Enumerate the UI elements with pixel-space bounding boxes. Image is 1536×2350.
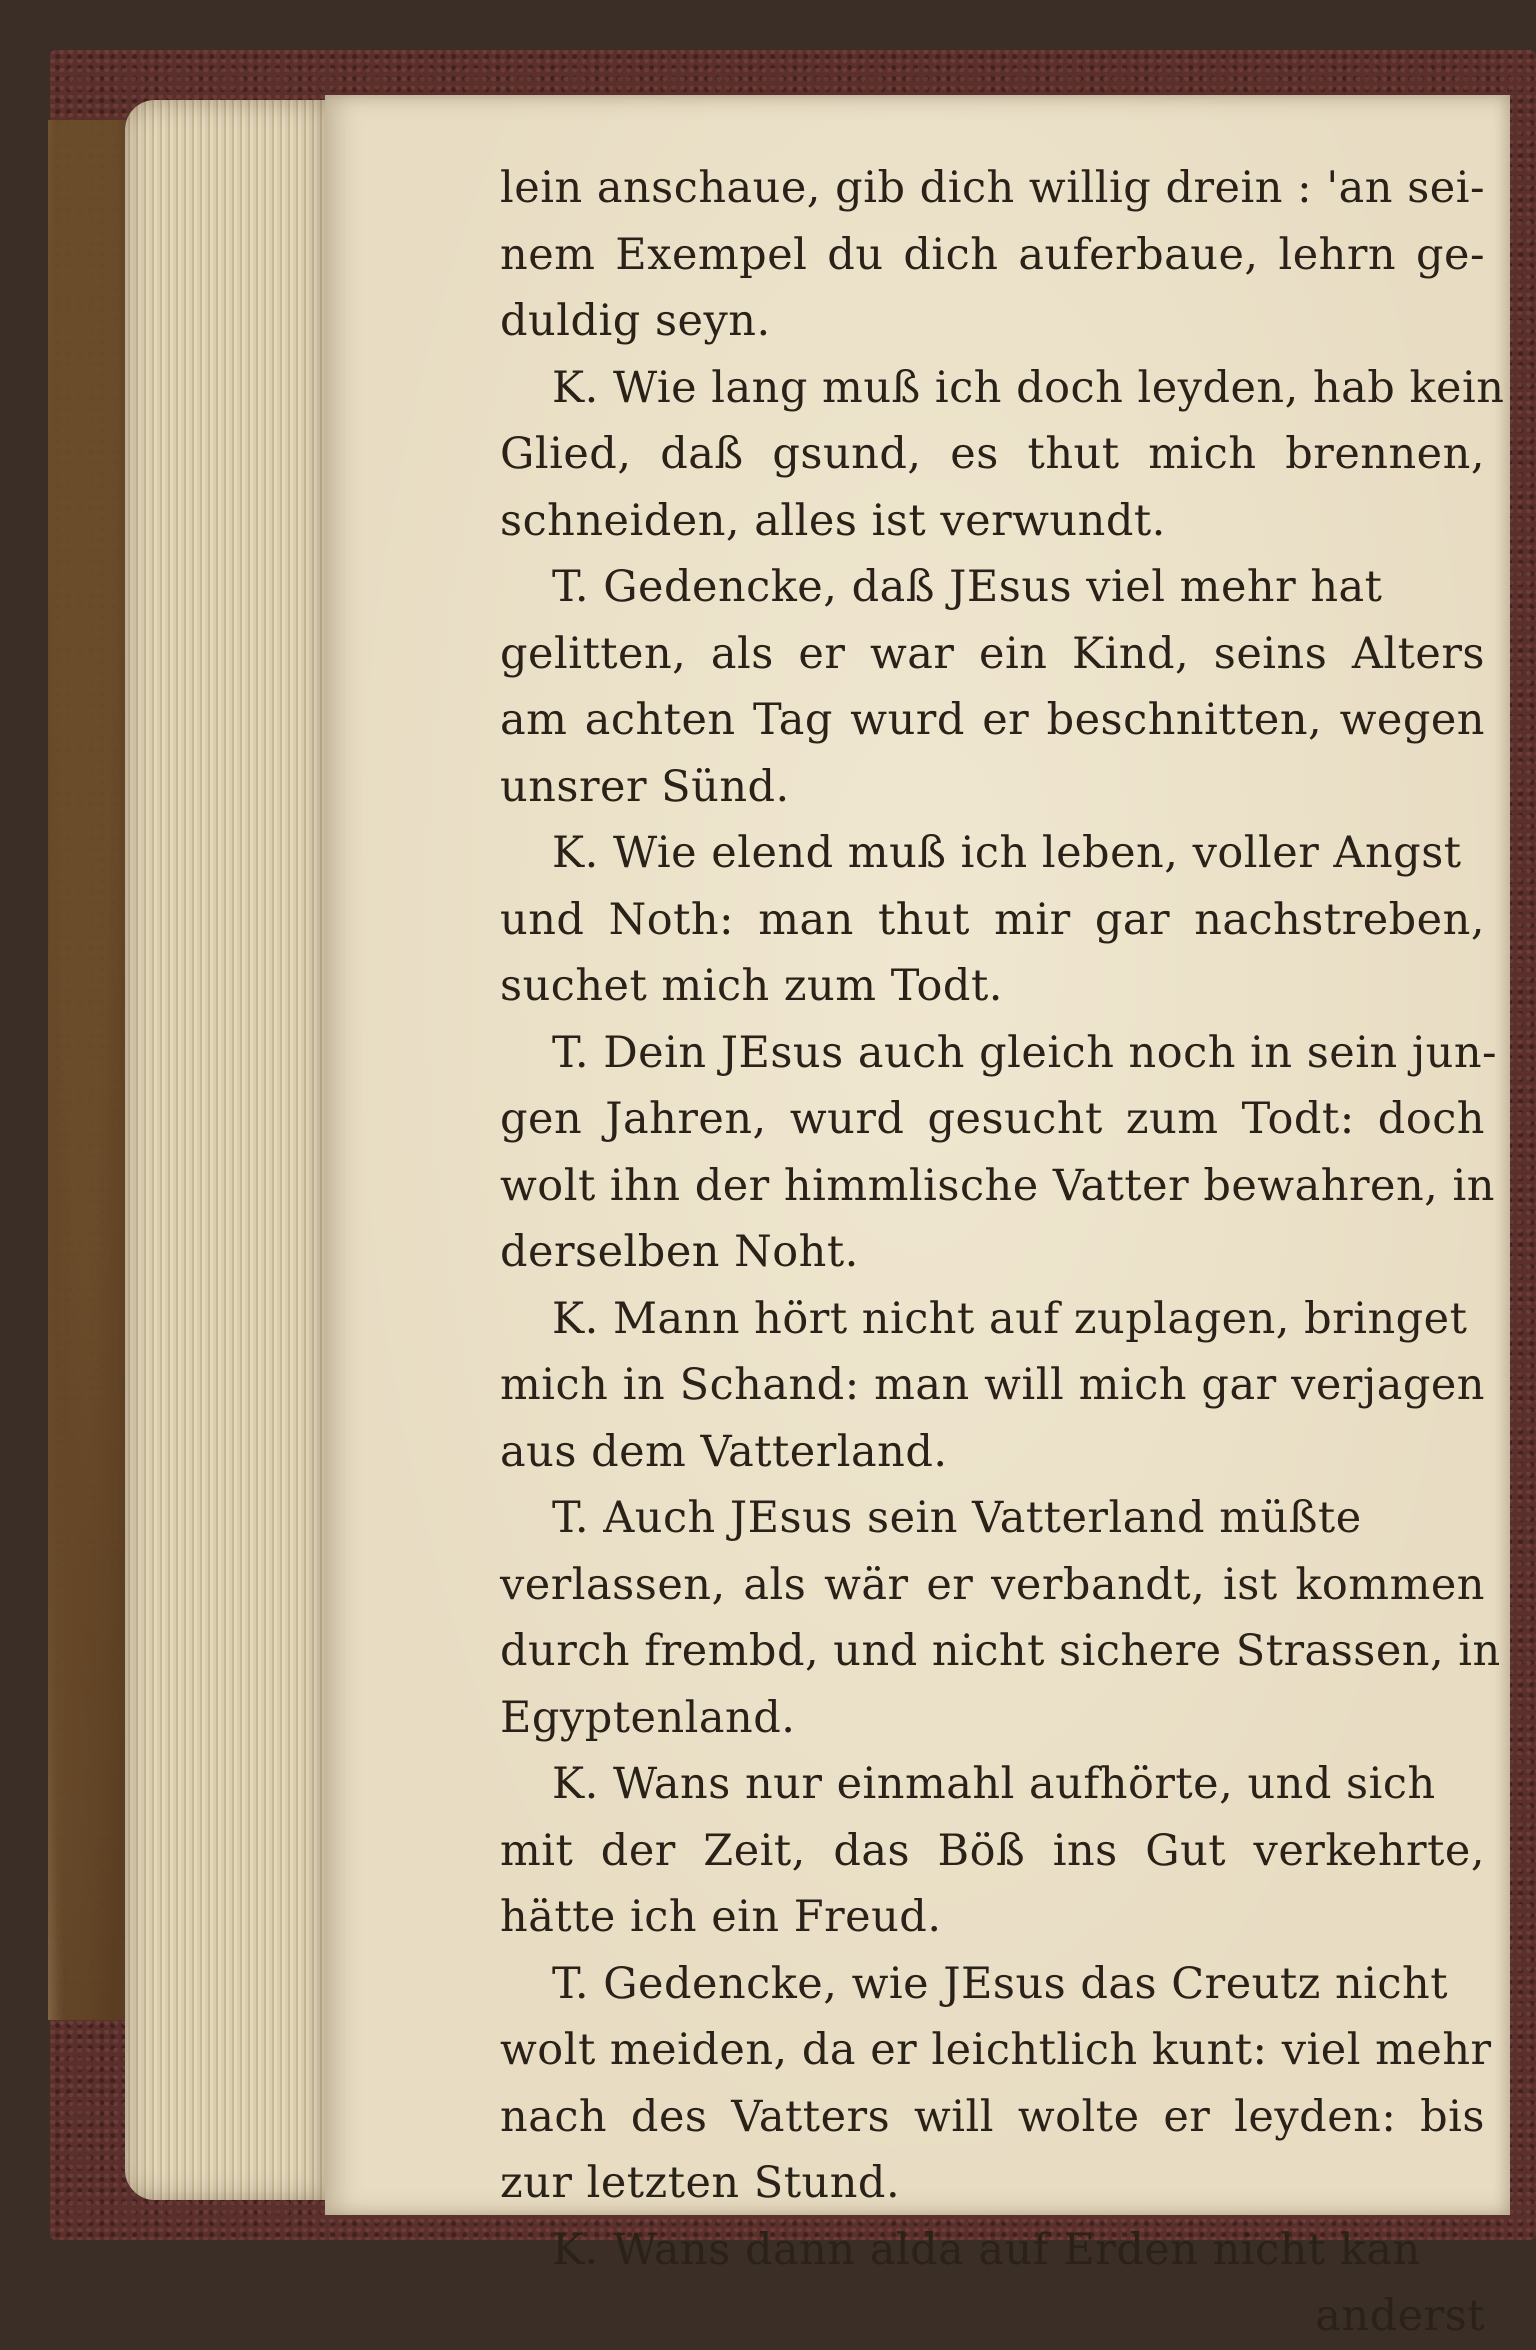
text-line: aus dem Vatterland. bbox=[500, 1426, 948, 1477]
text-line: unsrer Sünd. bbox=[500, 761, 790, 812]
text-line: am achten Tag wurd er beschnitten, wegen bbox=[500, 695, 1485, 745]
text-line: Glied, daß gsund, es thut mich brennen, bbox=[500, 429, 1485, 479]
text-line: suchet mich zum Todt. bbox=[500, 961, 1003, 1011]
text-line: gelitten, als er war ein Kind, seins Alters bbox=[500, 628, 1485, 679]
text-line: durch frembd, und nicht sichere Strassen, in bbox=[500, 1626, 1501, 1676]
text-line: K. Wie elend muß ich leben, voller Angst bbox=[552, 828, 1462, 878]
text-line: duldig seyn. bbox=[500, 296, 771, 346]
text-line: T. Gedencke, daß JEsus viel mehr hat bbox=[552, 562, 1383, 612]
text-line: T. Gedencke, wie JEsus das Creutz nicht bbox=[552, 1958, 1448, 2009]
text-line: anderst bbox=[1315, 2291, 1485, 2341]
text-line: schneiden, alles ist verwundt. bbox=[500, 495, 1166, 546]
text-line: T. Dein JEsus auch gleich noch in sein jun- bbox=[552, 1027, 1498, 1078]
text-line: K. Wans dann alda auf Erden nicht kan bbox=[552, 2224, 1421, 2275]
text-line: Egyptenland. bbox=[500, 1692, 796, 1743]
book-page bbox=[325, 95, 1510, 2341]
text-line: wolt ihn der himmlische Vatter bewahren, in bbox=[500, 1160, 1495, 1211]
text-line: wolt meiden, da er leichtlich kunt: viel mehr bbox=[500, 2025, 1492, 2075]
text-line: mich in Schand: man will mich gar verjagen bbox=[500, 1360, 1485, 1410]
text-line: K. Wans nur einmahl aufhörte, und sich bbox=[552, 1759, 1436, 1809]
text-line: lein anschaue, gib dich willig drein : 'an sei- bbox=[500, 163, 1485, 213]
text-line: K. Mann hört nicht auf zuplagen, bringet bbox=[552, 1293, 1468, 1344]
text-line: zur letzten Stund. bbox=[500, 2158, 901, 2208]
text-line: verlassen, als wär er verbandt, ist kommen bbox=[500, 1559, 1485, 1610]
text-line: und Noth: man thut mir gar nachstreben, bbox=[500, 894, 1485, 945]
page-edges bbox=[125, 100, 325, 2200]
page-text bbox=[500, 155, 1505, 2350]
text-line: derselben Noht. bbox=[500, 1227, 859, 1277]
text-line: T. Auch JEsus sein Vatterland müßte bbox=[552, 1493, 1362, 1543]
text-line: hätte ich ein Freud. bbox=[500, 1892, 942, 1942]
text-line: nach des Vatters will wolte er leyden: bis bbox=[500, 2091, 1485, 2142]
text-line: gen Jahren, wurd gesucht zum Todt: doch bbox=[500, 1094, 1485, 1144]
text-line: mit der Zeit, das Böß ins Gut verkehrte, bbox=[500, 1825, 1485, 1876]
text-line: K. Wie lang muß ich doch leyden, hab kein bbox=[552, 362, 1505, 413]
text-line: nem Exempel du dich auferbaue, lehrn ge- bbox=[500, 229, 1485, 280]
